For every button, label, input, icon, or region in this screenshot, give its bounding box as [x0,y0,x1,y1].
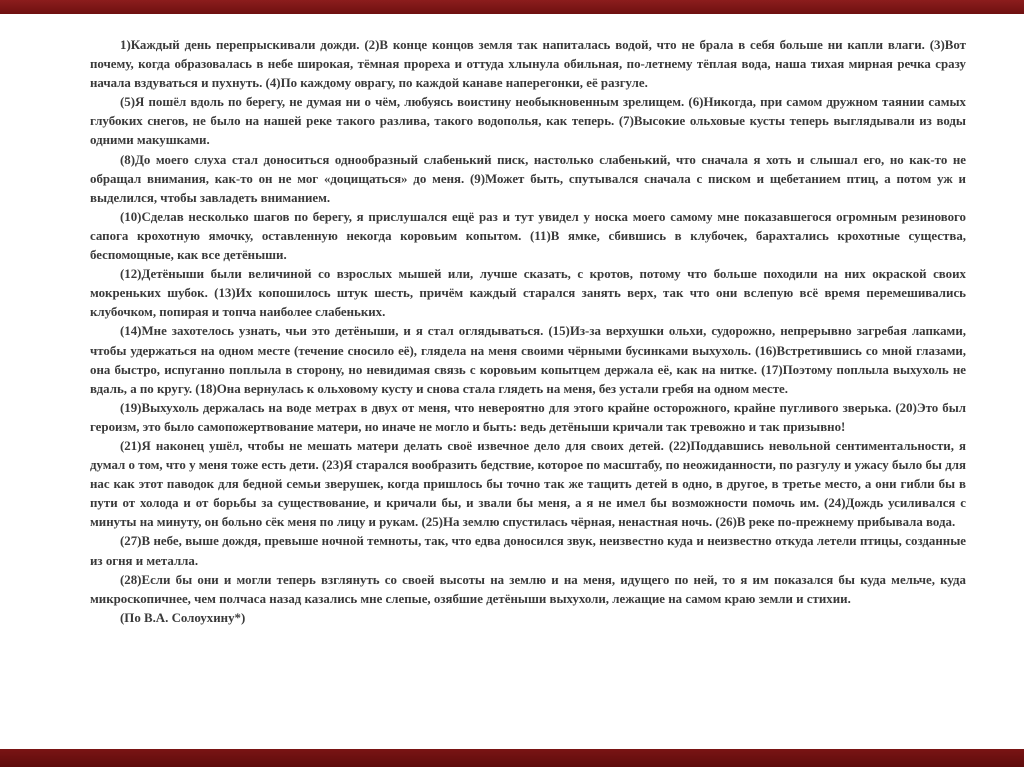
paragraph-2: (5)Я пошёл вдоль по берегу, не думая ни о чём, любуясь воистину необыкновенным зрелищем. (6)Никогда, при самом дружном таянии самых глубоких снегов, не было на нашей реке такого разлива, такого водополья, как теперь. (7)Высокие ольховые кусты теперь выглядывали из воды одними макушками. [90,95,966,148]
paragraph-10: (28)Если бы они и могли теперь взглянуть со своей высоты на землю и на меня, идущего по ней, то я им показался бы куда мельче, куда микроскопичнее, чем полчаса назад казались мне слепые, озябшие детёныши выхухоли, лежащие на самом краю земли и стихии. [90,572,966,606]
paragraph-7: (19)Выхухоль держалась на воде метрах в двух от меня, что невероятно для этого крайне осторожного, крайне пугливого зверька. (20)Это был героизм, это было самопожертвование матери, но иначе не могло и быть: ведь детёныши кричали так тревожно и так призывно! [90,400,966,434]
author-attribution: (По В.А. Солоухину*) [120,610,246,625]
paragraph-9: (27)В небе, выше дождя, превыше ночной темноты, так, что едва доносился звук, неизвестно куда и неизвестно откуда летели птицы, созданные из огня и металла. [90,534,966,568]
paragraph-8: (21)Я наконец ушёл, чтобы не мешать матери делать своё извечное дело для своих детей. (22)Поддавшись невольной сентиментальности, я думал о том, что у меня тоже есть дети. (23)Я старался вообразить бедствие, которое по масштабу, по неожиданности, по разгулу и ужасу было бы для нас как этот паводок для бедной семьи зверушек, когда пришлось бы точно так же тащить детей в одно, в другое, в третье место, а они гибли бы в пути от холода и от борьбы за существование, и кричали бы, и звали бы меня, а я не имел бы возможности помочь им. (24)Дождь усиливался с минуты на минуту, он больно сёк меня по лицу и рукам. (25)На землю спустилась чёрная, ненастная ночь. (26)В реке по-прежнему прибывала вода. [90,438,966,530]
paragraph-6: (14)Мне захотелось узнать, чьи это детёныши, и я стал оглядываться. (15)Из-за верхушки ольхи, судорожно, непрерывно загребая лапками, чтобы удержаться на одном месте (течение сносило её), глядела на меня своими чёрными бусинками выхухоль. (16)Встретившись со мной глазами, она быстро, испуганно поплыла в сторону, но невидимая связь с коровьим копытцем держала её, как на нитке. (17)Поэтому поплыла выхухоль не вдаль, а по кругу. (18)Она вернулась к ольховому кусту и снова стала глядеть на меня, без устали гребя на одном месте. [90,324,966,396]
document-text [90,36,966,628]
paragraph-5: (12)Детёныши были величиной со взрослых мышей или, лучше сказать, с кротов, потому что больше походили на них окраской своих мокреньких шубок. (13)Их копошилось штук шесть, причём каждый старался занять верх, так что они вслепую всё время перемешивались клубочком, попирая и топча наиболее слабеньких. [90,267,966,320]
paragraph-3: (8)До моего слуха стал доноситься однообразный слабенький писк, настолько слабенький, что сначала я хоть и слышал его, но как-то не обращал внимания, как-то он не мог «доцищаться» до меня. (9)Может быть, спутывался сначала с писком и щебетанием птиц, а потом уж и выделился, чтобы завладеть вниманием. [90,152,966,205]
bottom-frame-bar [0,749,1024,767]
paragraph-4: (10)Сделав несколько шагов по берегу, я прислушался ещё раз и тут увидел у носка моего самому мне показавшегося огромным резинового сапога крохотную ямочку, оставленную некогда коровьим копытом. (11)В ямке, сбившись в клубочек, барахтались крохотные существа, беспомощные, как все детёныши. [90,209,966,263]
top-frame-bar [0,0,1024,14]
paragraph-1: 1)Каждый день перепрыскивали дожди. (2)В конце концов земля так напиталась водой, что не брала в себя больше ни капли влаги. (3)Вот почему, когда образовалась в небе широкая, тёмная прореха и оттуда хлынула обильная, по-летнему тёплая вода, наша тихая мирная речка сразу начала вздуваться и пухнуть. (4)По каждому оврагу, по каждой канаве наперегонки, её разгуле. [90,38,966,91]
